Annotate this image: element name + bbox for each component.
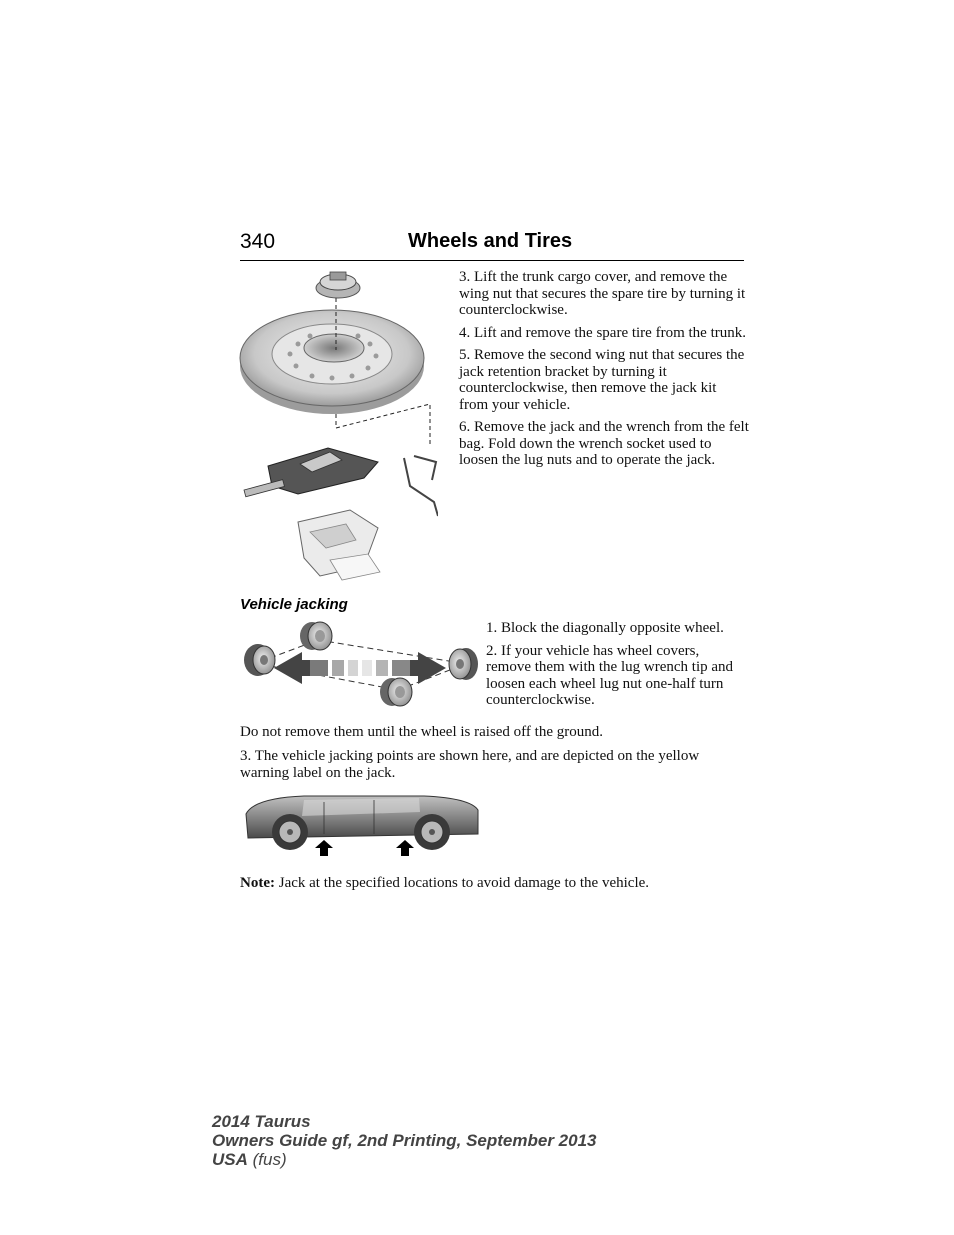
footer-region — [212, 1150, 596, 1169]
footer-model: 2014 Taurus — [212, 1112, 311, 1131]
wheel-rear-left-icon — [244, 644, 275, 676]
felt-bag-icon — [298, 510, 380, 580]
jacking-point-arrow-front-icon — [315, 840, 333, 856]
jacking-step-1-text: 1. Block the diagonally opposite wheel. — [486, 620, 724, 636]
jacking-step-2-text: 2. If your vehicle has wheel covers, remove them with the lug wrench tip and loosen each wheel lug nut one-half turn counterclockwise. — [486, 642, 734, 708]
jacking-step-2-continuation: Do not remove them until the wheel is raised off the ground. — [240, 724, 603, 740]
vehicle-side-icon — [246, 796, 478, 850]
note-text: Jack at the specified locations to avoid damage to the vehicle. — [274, 875, 650, 891]
page-footer — [212, 1112, 596, 1169]
footer-region-suffix: (fus) — [247, 1150, 287, 1169]
footer-region-main: USA — [212, 1150, 248, 1169]
jacking-step-3-text: 3. The vehicle jacking points are shown here, and are depicted on the yellow warning label on the jack. — [240, 748, 700, 781]
jack-kit-icon — [244, 448, 378, 497]
vehicle-jacking-steps — [486, 620, 736, 715]
note-paragraph — [240, 875, 750, 892]
jack-bracket-icon — [404, 456, 438, 516]
note-label: Note: — [240, 875, 275, 891]
step-3-text: 3. Lift the trunk cargo cover, and remove the wing nut that secures the spare tire by turning it counterclockwise. — [459, 269, 746, 318]
double-arrow-icon — [274, 652, 446, 684]
wheel-front-left-icon — [300, 622, 332, 650]
step-5-text: 5. Remove the second wing nut that secures the jack retention bracket by turning it counterclockwise, then remove the jack kit from your vehicle. — [459, 347, 745, 413]
wing-nut-icon — [316, 272, 360, 298]
footer-printing: Owners Guide gf, 2nd Printing, September 2013 — [212, 1131, 597, 1150]
vehicle-jacking-points-illustration — [244, 794, 480, 858]
diagonal-wheel-block-illustration — [240, 618, 480, 714]
step-6-text: 6. Remove the jack and the wrench from the felt bag. Fold down the wrench socket used to loosen the lug nuts and to operate the jack. — [459, 419, 749, 468]
wheel-front-right-icon — [449, 648, 478, 680]
wheel-rear-right-icon — [380, 678, 412, 706]
page-number: 340 — [240, 230, 276, 253]
jacking-point-arrow-rear-icon — [396, 840, 414, 856]
spare-tire-icon — [240, 310, 424, 414]
page-header — [240, 228, 744, 261]
step-4-text: 4. Lift and remove the spare tire from the trunk. — [459, 324, 746, 341]
vehicle-jacking-heading: Vehicle jacking — [240, 596, 348, 613]
section-title: Wheels and Tires — [408, 230, 573, 252]
spare-tire-steps — [459, 269, 749, 475]
spare-tire-jack-kit-illustration — [238, 266, 438, 582]
